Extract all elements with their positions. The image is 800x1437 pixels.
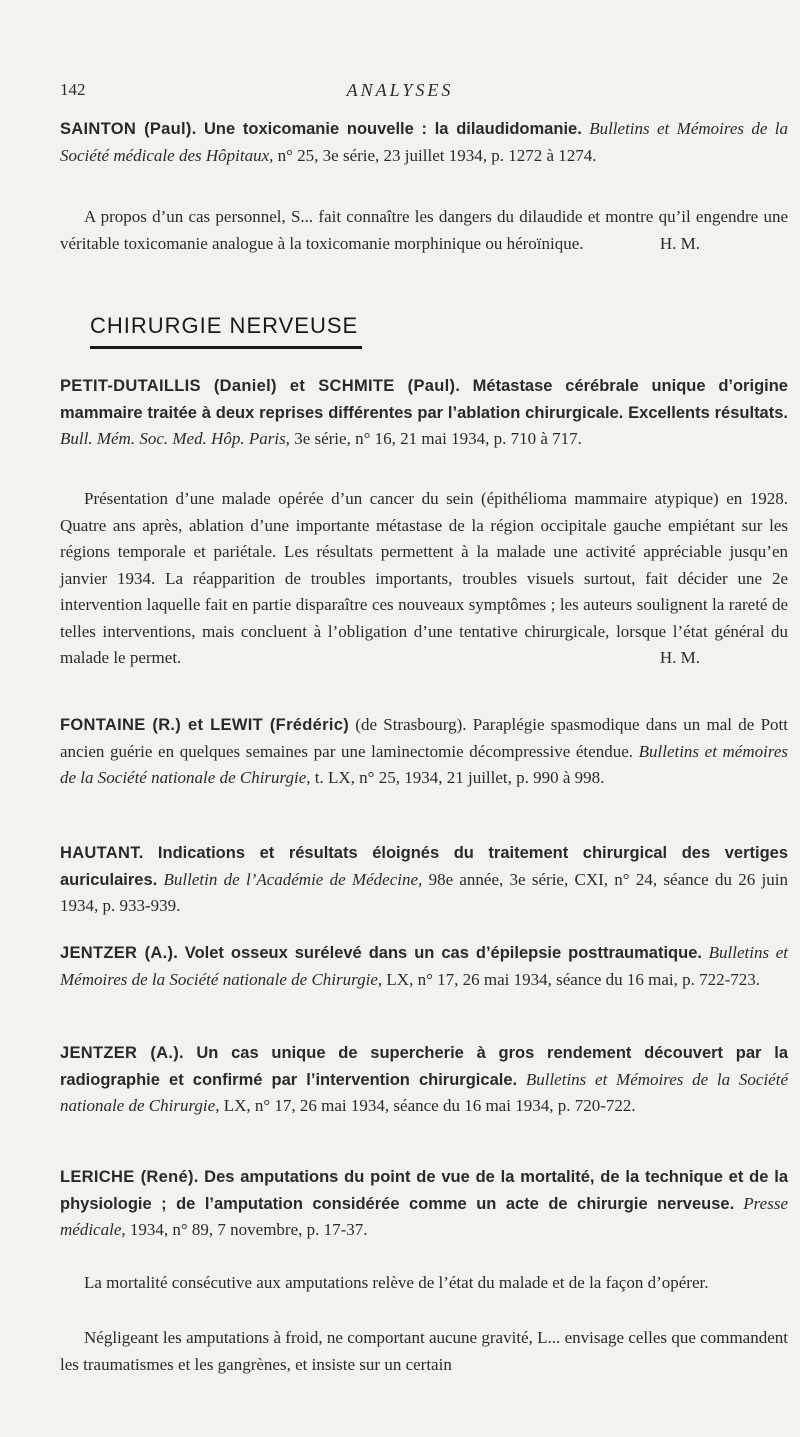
author: PETIT-DUTAILLIS (Daniel) et SCHMITE (Paul). xyxy=(60,377,461,395)
citation-details: 1934, n° 89, 7 novembre, p. 17-37. xyxy=(129,1220,368,1239)
abstract-sainton xyxy=(60,204,788,257)
author: FONTAINE (R.) et LEWIT (Frédéric) xyxy=(60,716,349,734)
reference-hautant xyxy=(60,840,788,920)
reference-sainton xyxy=(60,116,788,169)
section-heading: CHIRURGIE NERVEUSE xyxy=(90,313,359,338)
running-title: ANALYSES xyxy=(346,80,454,100)
abstract-text: Présentation d’une malade opérée d’un cancer du sein (épithélioma mammaire atypique) en 1928. Quatre ans après, ablation d’une importante métastase de la région occipitale gauche empiétant sur les régions temporale et pariétale. Les résultats permettent à la malade une activité appréciable jusqu’en janvier 1934. La réapparition de troubles importants, troubles visuels surtout, fait décider une 2e intervention laquelle fait en partie disparaître ces nouveaux symptômes ; les auteurs soulignent la rareté de telles interventions, mais concluent à l’obligation d’une tentative chirurgicale, lorsque l’état général du malade le permet. xyxy=(60,489,788,667)
journal: Bulletins et Mémoires de la Société médicale des Hôpitaux, xyxy=(60,119,789,165)
citation-details: LX, n° 17, 26 mai 1934, séance du 16 mai, p. 722-723. xyxy=(386,969,761,989)
citation-details: t. LX, n° 25, 1934, 21 juillet, p. 990 à 998. xyxy=(314,768,605,787)
citation-details: LX, n° 17, 26 mai 1934, séance du 16 mai 1934, p. 720-722. xyxy=(223,1096,636,1115)
article-title: Une toxicomanie nouvelle : la dilaudidomanie. xyxy=(203,120,582,138)
journal: Bull. Mém. Soc. Med. Hôp. Paris, xyxy=(60,429,290,448)
journal: Bulletins et mémoires de la Société nationale de Chirurgie, xyxy=(60,741,788,787)
journal: Bulletins et Mémoires de la Société nationale de Chirurgie, xyxy=(60,943,789,989)
abstract-leriche-1 xyxy=(60,1270,788,1297)
citation-details: 3e série, n° 16, 21 mai 1934, p. 710 à 717. xyxy=(294,429,582,448)
author: HAUTANT. xyxy=(60,844,144,862)
article-title: Indications et résultats éloignés du traitement chirurgical des vertiges auriculaires. xyxy=(60,844,789,889)
citation-details: 98e année, 3e série, CXI, n° 24, séance du 26 juin 1934, p. 933-939. xyxy=(60,869,789,915)
article-title: Métastase cérébrale unique d’origine mammaire traitée à deux reprises différentes par l’ablation chirurgicale. Excellents résultats. xyxy=(60,377,788,422)
author: SAINTON (Paul). xyxy=(60,120,197,138)
author: JENTZER (A.). xyxy=(60,944,179,962)
journal: Presse médicale, xyxy=(60,1193,788,1239)
article-title: (de Strasbourg). Paraplégie spasmodique dans un mal de Pott ancien guérie en quelques semaines par une laminectomie décompressive étendue. xyxy=(60,715,788,761)
journal: Bulletin de l’Académie de Médecine, xyxy=(163,869,423,889)
article-title: Volet osseux surélevé dans un cas d’épilepsie posttraumatique. xyxy=(184,944,702,962)
reference-petit-dutaillis xyxy=(60,373,788,453)
abstract-text: La mortalité consécutive aux amputations relève de l’état du malade et de la façon d’opérer. xyxy=(84,1273,709,1292)
reference-fontaine xyxy=(60,712,788,792)
author: JENTZER (A.). xyxy=(60,1044,184,1062)
abstract-petit-dutaillis xyxy=(60,486,788,672)
abstract-text: Négligeant les amputations à froid, ne comportant aucune gravité, L... envisage celles que commandent les traumatismes et les gangrènes, et insiste sur un certain xyxy=(60,1328,788,1374)
citation-details: n° 25, 3e série, 23 juillet 1934, p. 1272 à 1274. xyxy=(277,145,597,165)
section-underline xyxy=(90,346,362,349)
abstract-text: A propos d’un cas personnel, S... fait connaître les dangers du dilaudide et montre qu’il engendre une véritable toxicomanie analogue à la toxicomanie morphinique ou héroïnique. xyxy=(60,207,788,253)
reference-leriche xyxy=(60,1164,788,1244)
reference-jentzer-2 xyxy=(60,1040,788,1120)
journal: Bulletins et Mémoires de la Société nationale de Chirurgie, xyxy=(60,1069,788,1115)
reference-jentzer-1 xyxy=(60,940,788,993)
article-title: Des amputations du point de vue de la mortalité, de la technique et de la physiologie ; de l’amputation considérée comme un acte de chirurgie nerveuse. xyxy=(60,1168,789,1213)
signature: H. M. xyxy=(659,233,700,253)
abstract-leriche-2 xyxy=(60,1325,788,1378)
page-number: 142 xyxy=(60,80,86,99)
article-title: Un cas unique de supercherie à gros rendement découvert par la radiographie et confirmé par l’intervention chirurgicale. xyxy=(60,1044,789,1089)
author: LERICHE (René). xyxy=(60,1168,199,1186)
signature: H. M. xyxy=(659,648,700,667)
